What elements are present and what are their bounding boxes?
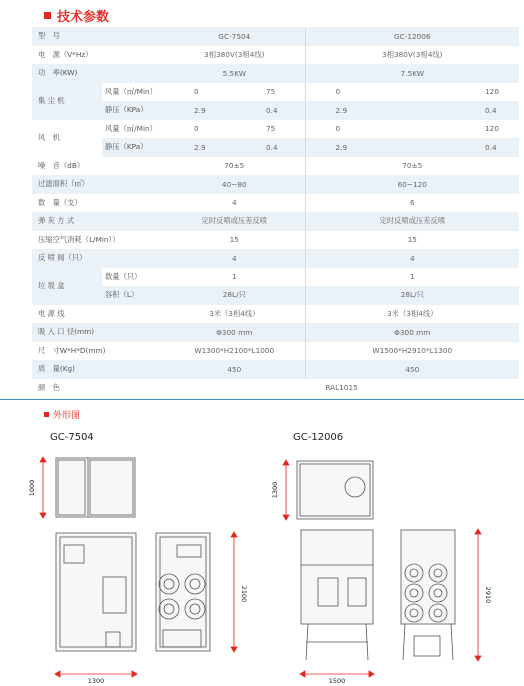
cell-gc7504: 4 (164, 194, 305, 213)
top-view (56, 458, 135, 517)
front-view (56, 533, 136, 651)
cell-gc12006: 450 (305, 360, 519, 379)
cell-gc12006-max: 120 (377, 120, 519, 139)
drawing-gc12006 (297, 461, 455, 660)
cell-gc12006-min: 2.9 (305, 101, 377, 120)
cell-gc12006-min: 0 (305, 83, 377, 102)
row-label: 弹 灰 方 式 (32, 212, 164, 231)
cell-gc12006: 60~120 (305, 175, 519, 194)
row-label: 风 机 (32, 120, 102, 157)
dim-top-height-gc7504: 1000 (28, 479, 36, 497)
cell-gc12006-min: 2.9 (305, 138, 377, 157)
cell-gc7504-max: 0.4 (238, 101, 305, 120)
dim-width-gc12006: 1500 (328, 677, 346, 685)
cell-gc7504-max: 75 (238, 120, 305, 139)
cell-gc12006: 6 (305, 194, 519, 213)
row-label: 尺 寸W*H*D(mm) (32, 342, 164, 361)
cell-gc12006: 3米（3相4线） (305, 305, 519, 324)
top-view (297, 461, 373, 519)
row-label: 集 尘 机 (32, 83, 102, 120)
cell-gc12006-max: 120 (377, 83, 519, 102)
cell-gc7504: Φ300 mm (164, 323, 305, 342)
sub-label: 风量（㎥/Min） (102, 83, 164, 102)
cell-gc7504-min: 2.9 (164, 101, 238, 120)
cell-gc7504: 28L/只 (164, 286, 305, 305)
row-label: 吸 入 口 径(mm) (32, 323, 164, 342)
cell-gc12006: 15 (305, 231, 519, 250)
cell-gc7504: 15 (164, 231, 305, 250)
sub-label: 容积（L） (102, 286, 164, 305)
spec-section-title: 技术参数 (57, 10, 110, 25)
side-view (401, 530, 455, 624)
cell-gc7504: 3相380V(3相4线) (164, 46, 305, 65)
cell-gc12006-min: 0 (305, 120, 377, 139)
sub-label: 风量（㎥/Min） (102, 120, 164, 139)
cell-gc7504: 450 (164, 360, 305, 379)
front-view (301, 530, 373, 624)
dim-height-gc7504: 2100 (240, 585, 248, 603)
cell-gc12006: Φ300 mm (305, 323, 519, 342)
cell-gc12006: GC-12006 (305, 27, 519, 46)
row-label: 垃 圾 盒 (32, 268, 102, 305)
row-label: 电 源 线 (32, 305, 164, 324)
cell-gc7504: W1300*H2100*L1000 (164, 342, 305, 361)
cell-gc12006-max: 0.4 (377, 101, 519, 120)
drawing-title-gc12006: GC-12006 (293, 432, 344, 443)
row-label: 数 量（支） (32, 194, 164, 213)
cell-gc12006: 7.5KW (305, 64, 519, 83)
cell-gc7504: GC-7504 (164, 27, 305, 46)
cell-gc7504: 1 (164, 268, 305, 287)
cell-gc12006: 定时反喷或压差反喷 (305, 212, 519, 231)
cell-gc7504: 40~80 (164, 175, 305, 194)
cell-gc12006: 28L/只 (305, 286, 519, 305)
cell-gc7504-min: 2.9 (164, 138, 238, 157)
cell-gc7504: 3米（3相4线） (164, 305, 305, 324)
row-label: 电 源（V*Hz） (32, 46, 164, 65)
row-label: 过滤面积（㎡） (32, 175, 164, 194)
outline-section-title: 外形图 (53, 411, 81, 421)
row-label: 反 喷 阀（只） (32, 249, 164, 268)
row-label: 质 量(Kg) (32, 360, 164, 379)
cell-gc7504: 70±5 (164, 157, 305, 176)
cell-gc12006: 4 (305, 249, 519, 268)
cell-gc7504: 4 (164, 249, 305, 268)
cell-gc7504: 5.5KW (164, 64, 305, 83)
drawing-gc7504 (56, 458, 210, 651)
cell-color-both: RAL1015 (164, 379, 519, 398)
cell-gc7504-max: 0.4 (238, 138, 305, 157)
cell-gc12006-max: 0.4 (377, 138, 519, 157)
row-label: 功 率(KW) (32, 64, 164, 83)
row-label: 颜 色 (32, 379, 164, 398)
side-view (156, 533, 210, 651)
cell-gc12006: 70±5 (305, 157, 519, 176)
cell-gc7504-max: 75 (238, 83, 305, 102)
row-label: 压缩空气消耗（L/Min）） (32, 231, 164, 250)
drawing-title-gc7504: GC-7504 (50, 432, 94, 443)
cell-gc12006: 1 (305, 268, 519, 287)
cell-gc7504-min: 0 (164, 120, 238, 139)
sub-label: 静压（KPa） (102, 101, 164, 120)
dim-top-height-gc12006: 1300 (271, 481, 279, 499)
dim-height-gc12006: 2910 (484, 586, 492, 604)
row-label: 噪 音（dB） (32, 157, 164, 176)
cell-gc7504: 定时反喷或压差反喷 (164, 212, 305, 231)
sub-label: 数量（只） (102, 268, 164, 287)
dim-width-gc7504: 1300 (87, 677, 105, 685)
cell-gc12006: 3相380V(3相4线) (305, 46, 519, 65)
sub-label: 静压（KPa） (102, 138, 164, 157)
cell-gc7504-min: 0 (164, 83, 238, 102)
row-label: 型 号 (32, 27, 164, 46)
cell-gc12006: W1500*H2910*L1300 (305, 342, 519, 361)
